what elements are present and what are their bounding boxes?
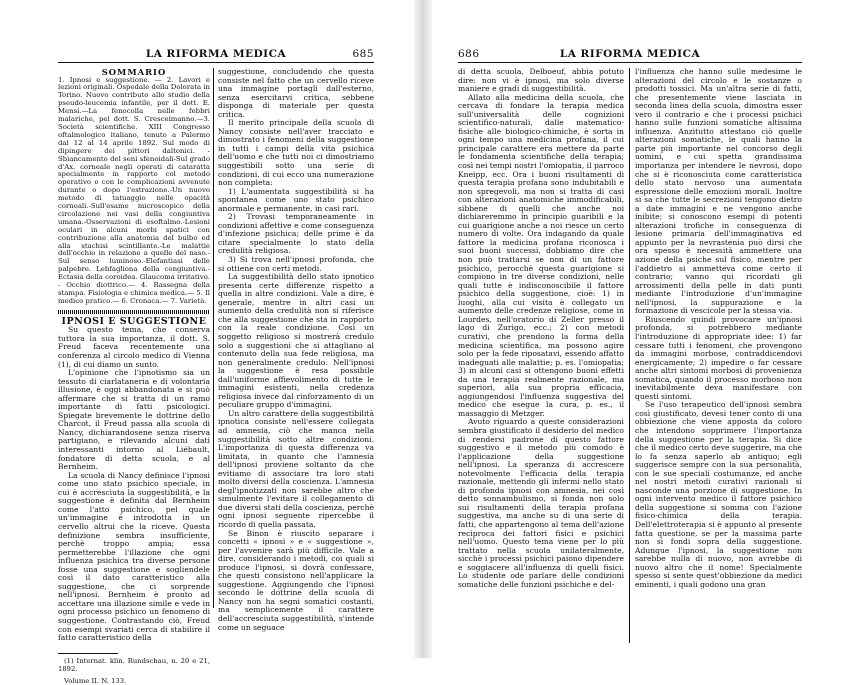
paragraph: di detta scuola, Delboeuf, abbia potuto dire: non vi è ipnosi, ma solo diverse maniere e gradi di suggestibilità. — [458, 67, 624, 94]
paragraph: Un altro carattere della suggestibilità ipnotica consiste nell'essere collegata ad amnesia, ciò che manca nella suggestibilità sotto altre condizioni. L'importanza di questa differenza va limitata, in quanto che l'amnesia dell'ipnosi proviene soltanto da che evitiamo di associare tra loro stati molto diversi della coscienza. L'amnesia degl'ipnotizzati non sarebbe altro che simulmente l'evitare il collegamento di due diversi stati della coscienza, perchè ogni ipnosi seguente ripercebbe il ricordo di quella passata. — [218, 408, 374, 529]
paragraph: Riuscendo quindi provocare un'ipnosi profonda, si potrebbero mediante l'introduzione di appropriate idee: 1) far cessare tutti i fenomeni, che provengono da immagini morbose, contraddicendovi energicamente; 2) impedire o far cessare anche altri sintomi morbosi di provenienza somatica, quando il processo morboso non inevitabilmente deva manifestare con questi sintomi. — [635, 314, 802, 401]
paragraph: Se l'uso terapeutico dell'ipnosi sembra così giustificato, devesi tener conto di una obbiezione che viene apposta da coloro che intendono sopprimere l'importanza della suggestione per la terapia. Si dice che il medico certo deve suggerire, ma che lo fa senza saperlo ab antiquo; egli suggerisce sempre con la sua personalità, con le sue speciali costumanze, ed anche nel nostri metodi curativi razionali si nasconde una porzione di suggestione. In ogni intervento medico il fattore psichico della suggestione si somma con l'azione fisico-chimica della terapia. Dell'elettroterapia si è appunto al presente fatta questione, se per la massima parte non si fondi sopra della suggestione. Adunque l'ipnosi, la suggestione non sarebbe nulla di nuovo, non avrebbe di nuovo altro che il nome! Specialmente spesso si sente quest'obbiezione da medici eminenti, i quali godono una gran — [635, 400, 802, 589]
volume-signature: Volume II. N. 133. — [64, 676, 127, 685]
journal-title: LA RIFORMA MEDICA — [145, 48, 287, 60]
journal-title: LA RIFORMA MEDICA — [559, 48, 701, 60]
footnote-rule — [58, 653, 118, 654]
paragraph: La scuola di Nancy definisce l'ipnosi come uno stato psichico speciale, in cui è accresciuta la suggestibilità, e la suggestione è definita dal Bernheim come l'atto psichico, pel quale un'immagine è introdotta in un cervello altrui che la riceve. Questa definizione sembra insufficiente, perchè troppo ampia; essa permetterebbe l'illazione che ogni influenza psichica tra diverse persone fosse una suggestione e sogliendele così il dato caratteristico alla suggestione, che ci sorprende nell'ipnosi. Bernheim è pronto ad accettare una illazione simile e vede in ogni processo psichico un fenomeno di suggestione. Contrastando ciò, Freud con esempi svariati cerca di stabilire il fatto caratteristico della — [58, 470, 210, 643]
paragraph: La suggestibilità dello stato ipnotico presenta certe differenze rispetto a quella in altre condizioni. Vale a dire, è generale, mentre in altri casi un aumento della credulità non si riferisce che alla suggestione che sta in rapporto con la reale condizione. Così un soggetto religioso si mostrerà credulo solo a suggestioni che si attagliano al contenuto della sua fede religiosa, ma non generalmente credulo. Nell'ipnosi la suggestione è resa possibile dall'uniforme affievolimento di tutte le immagini esistenti, nella credenza religiosa invece dal rinforzamento di un peculiare gruppo d'immagini. — [218, 272, 374, 410]
paragraph: l'influenza che hanno sulle medesime le alterazioni del circolo e le sostanze o prodotti tossici. Ma un'altra serie di fatti, che presentemente viene lasciata in seconda linea della scuola, dimostra esser vero il contrario e che i processi psichici hanno sulle funzioni somatiche altissima influenza. Anzitutto attestano ciò quelle alterazioni somatiche, le quali hanno la parte più importante nel concorso degli uomini, e cui spetta grandissima importanza per intendere le nevrosi, dopo che si è riconosciuta come caratteristica dello stato nervoso una aumentata espressione delle emozioni morali. Inoltre si sa che tutte le secrezioni tengono dietro a date immagini e ne vengono anche inibite; si conoscono esempi di potenti alterazioni trofiche in conseguenza di lesione primaria dell'immaginativa ed appunto per la nevrastenia può dirsi che ora spesso è necessità ammettere una azione della psiche sul fisico, mentre per l'addietro si ammetteva come certo il contrario; vanno qui ricordati gli arrossimenti della pelle in dati punti mediante l'introduzione d'un'immagine nell'ipnosi, la suppurazione e la formazione di vescicole per la stessa via. — [635, 67, 802, 316]
column-separator — [213, 68, 214, 608]
paragraph: Allato alla medicina della scuola, che cercava di fondare la terapia medica sull'universalità delle cognizioni scientifico-naturali, dalle matematico-fisiche alle biologico-chimiche, è sorta in ogni tempo una medicina profana, il cui principale carattere era mettere da parte le fondamenta scientifiche della terapia; così nei tempi nostri l'omiopatia, il parroco Kneipp, ecc. Ora i buoni risultamenti di questa terapia profana sono indubitabili e non spregevoli, ma non si tratta di casi con alterazioni anatomiche immodificabili, sibbene di quelli che anche noi dichiareremmo in principio guaribili e la cui guarigione anche a noi riesce un certo numero di volte. Ora indagando da quale fattore la medicina profana riconosca i suoi buoni successi, dobbiamo dire che non può trattarsi se non di un fattore psichico, perocchè questa guarigione si compiono in tre diverse condizioni, nelle quali tutte è indisconoscibile il fattore psichico della suggestione, cioè: 1) in luoghi, alla cui visita è collegato un aumento delle credenze religiose, come in Lourdes, nell'oratorio di Zeller presso il lago di Zurigo, ecc.; 2) con metodi curativi, che prendono la forma della medicina scientifica, ma possono agire solo per la fede riposatavi, essendo affatto inadeguati alle malattie; p. es. l'omiopatia; 3) in alcuni casi si ottengono buoni effetti da una terapia realmente razionale, ma superiori, alla sua propria efficacia, aggiungendosi l'influenza suggestiva del medico che esegue la cura, p. es., il massaggio di Metzger. — [458, 92, 624, 418]
paragraph: Avuto riguardo a queste considerazioni sembra giustificato il desiderio del medico di rendersi padrone di questo fattore suggestivo e il metodo più comodo è l'applicazione della suggestione nell'ipnosi. La speranza di accrescere notevolmente l'efficacia della terapia razionale, mettendo gli infermi nello stato di profonda ipnosi con amnesia, nei così detto sonnambulismo, si fonda non solo sui risultamenti della terapia profana suggestiva, ma anche su di una serie di fatti, che appartengono al tema dell'azione reciproca dei fattori fisici e psichici nell'uomo. Questo tema viene per lo più trattato nella scuola unilateralmente, sicchè i processi psichici paiono dipendere e soggiacere all'influenza di quelli fisici. Lo studente ode parlare delle condizioni somatiche delle funzioni psichiche e del- — [458, 417, 624, 589]
paragraph: suggestione, concludendo che questa consiste nel fatto che un cervello riceve una immagine portagli dall'esterno, senza esercitarvi critica, sebbene disponga di materiale per questa critica. — [218, 67, 374, 119]
header-rule — [58, 62, 374, 63]
paragraph: Se Binon è riuscito separare i concetti « ipnosi » e « suggestione », per l'avvenire sarà più difficile. Vale a dire, considerando i metodi, coi quali si produce l'ipnosi, si dovrà confessare, che questi consistono nell'applicare la suggestione. Aggiungendo che l'ipnosi secondo le dottrine della scuola di Nancy non ha segni somatici costanti, ma semplicemente il carattere dell'accresciuta suggestibilità, s'intende come un seguace — [218, 528, 374, 632]
left-page — [0, 0, 414, 685]
right-column — [635, 68, 802, 589]
sommario-heading: SOMMARIO — [101, 67, 167, 77]
sommario-text: 1. Ipnosi e suggestione. — 2. Lavori e lezioni originali. Ospedale della Dolorata in Torino. Nuovo contributo allo studio della pseudo-leucemia infantile, per il dott. E. Mensi.—La fenocolla nelle febbri malariche, pel dott. S. Cresceimanno.—3. Società scientifiche. XIII Congresso oftalmologico italiano, tenuto a Palermo dal 12 al 14 aprile 1892. Sul modo di dipingere dei pittori daltonici. -Sbiancamento del seni sfenoidali-Sul grado d'Ax. corneale negli operati di cataratta specialmente in rapporto col metodo operativo e con le complicazioni avvenute durante o dopo l'estrazione.-Un nuovo metodo di tatuaggio nelle opacità corneali.-Sull'esame microscopico della circolazione nei vasi della congiuntiva umana.-Osservazioni di esoftalmo.-Lesioni oculari in alcuni morbi spatici con contribuzione alla anatomia del bulbo ed alla stachisi scintillante.-Le malattie dell'occhio in relazione a quelle del naso.-Sul senso luminoso.-Elefantiasi delle palpebre. Lebfagliona della congiuntiva.-Ectasia della coroidea. Glaucoma irritativo. - Occhio diottrico.— 4. Rassegna della stampa. Fisiologia e chimica medica.— 5. Il medico pratico.— 6. Cronaca.— 7. Varietà. — [58, 75, 210, 305]
paragraph: 2) Trovasi temporaneamente in condizioni affettive e come conseguenza d'infezione psichica; delle prime è da citare specialmente lo stato della credulità religiosa. — [218, 212, 374, 256]
right-column — [218, 68, 374, 632]
footnote: (1) Internat. klin. Rundschau, n. 20 e 21, 1892. — [58, 656, 210, 674]
paragraph: L'opinione che l'ipnotismo sia un tessuto di ciarlataneria e di volontaria illusione, è oggi abbandonata e si può affermare che si tratta di un ramo importante di fatti psicologici. Spiegate brevemente le dottrine dello Charcot, il Freud passa alla scuola di Nancy, dichiarandosene senza riserva partigiano, e rilevando alcuni dati interessanti intorno al Liébault, fondatore di detta scuola, e al Bernheim. — [58, 368, 210, 472]
paragraph: 1) L'aumentata suggestibilità si ha spontanea come uno stato psichico anormale e permanente, in casi rari. — [218, 186, 374, 213]
paragraph: 3) Si trova nell'ipnosi profonda, che si ottiene con certi metodi. — [218, 255, 374, 273]
header-rule — [458, 62, 802, 63]
paragraph: Su questo tema, che conserva tuttora la sua importanza, il dott. S. Freud faceva recentemente una conferenza al circolo medico di Vienna (1), di cui diamo un sunto. — [58, 325, 210, 369]
section-divider — [58, 310, 210, 314]
page-number: 686 — [458, 48, 480, 60]
paragraph: Il merito principale della scuola di Nancy consiste nell'aver tracciato e dimostrato i fenomeni della suggestione in tutti i campi della vita psichica dell'uomo e che tutti noi ci dimostriamo suggestibili sotto una serie di condizioni, di cui ecco una numerazione non completa: — [218, 118, 374, 188]
page-number: 685 — [352, 48, 374, 60]
right-page — [432, 0, 848, 658]
column-separator — [629, 68, 630, 643]
left-column — [58, 68, 210, 685]
left-column — [458, 68, 624, 589]
article-title: IPNOSI E SUGGESTIONE — [61, 315, 207, 327]
book-gutter — [414, 0, 432, 658]
